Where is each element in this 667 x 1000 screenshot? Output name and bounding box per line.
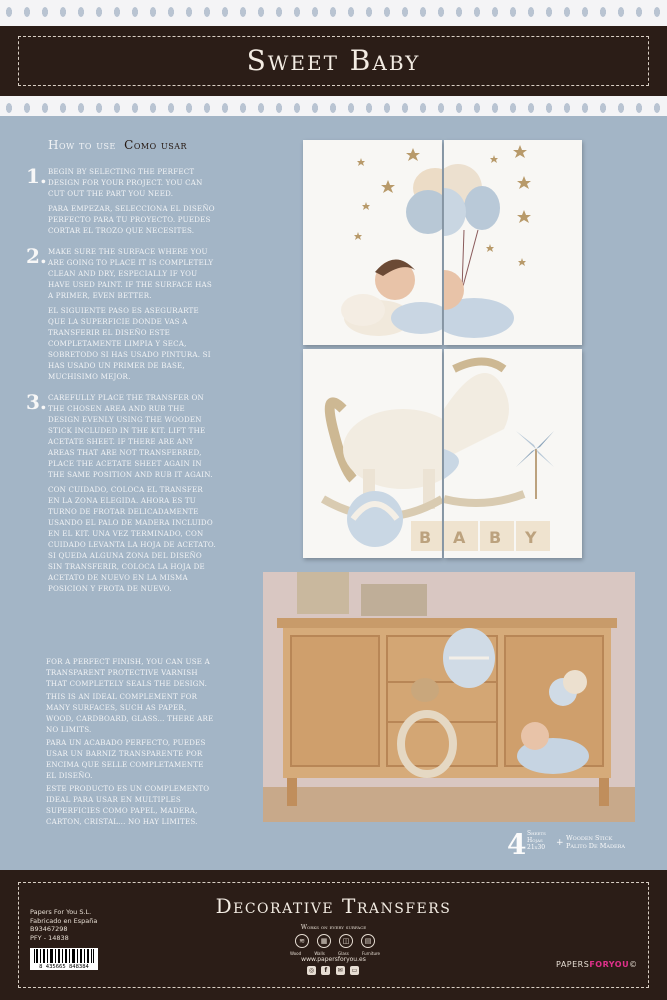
glass-icon: ◫: [339, 934, 353, 948]
product-code: PFY - 14838: [30, 933, 69, 942]
header-pattern-strip: [0, 96, 667, 116]
website-url: www.papersforyou.es: [301, 956, 366, 963]
baby-block-b2: B: [489, 528, 502, 547]
step-text-es: EL SIGUIENTE PASO ES ASEGURARTE QUE LA SUPERFICIE DONDE VAS A TRANSFERIR EL DISEÑO ESTE COMPLETAMENTE LIMPIA Y SECA, SOBRETODO SI HAS USADO PINTURA. SI HAS USADO UN PRIMER DE BASE, MUCHISIMO MEJOR.: [48, 306, 211, 381]
star-icon: [354, 148, 420, 240]
wall-icon: ▦: [317, 934, 331, 948]
top-pattern-strip: [0, 0, 667, 26]
header-band: [0, 26, 667, 96]
sheets-size: 21x30: [527, 844, 546, 851]
company-name: Papers For You S.L.: [30, 908, 92, 916]
balloons-illustration: [444, 140, 582, 345]
sheets-label-en: Sheets: [527, 830, 546, 837]
step-number: 3.: [26, 390, 47, 414]
barcode-number: 8 435665 848384: [39, 964, 89, 970]
step-2: [26, 246, 216, 382]
step-text-en: BEGIN BY SELECTING THE PERFECT DESIGN FOR YOUR PROJECT. YOU CAN CUT OUT THE PART YOU NEED.: [48, 167, 203, 198]
footer-title: Decorative Transfers: [215, 894, 452, 918]
surface-label-glass: Glass: [338, 951, 349, 956]
step-text-en: CAREFULLY PLACE THE TRANSFER ON THE CHOSEN AREA AND RUB THE DESIGN EVENLY USING THE WOODEN STICK INCLUDED IN THE KIT. LIFT THE ACETATE SHEET. IF THERE ARE ANY AREAS THAT ARE NOT TRANSFERRED, PLACE THE ACETATE SHEET AGAIN IN THE SAME POSITION AND RUB IT AGAIN.: [48, 393, 213, 479]
step-1: [26, 166, 216, 236]
brand-foryou: FORYOU: [589, 960, 630, 969]
product-title: Sweet Baby: [246, 44, 421, 77]
brand-logo: [556, 960, 638, 969]
email-icon[interactable]: ✉: [337, 967, 343, 974]
finish-es-2: ESTE PRODUCTO ES UN COMPLEMENTO IDEAL PARA USAR EN MULTIPLES SUPERFICIES COMO PAPEL, MADERA, CARTON, CRISTAL... NO HAY LIMITES.: [46, 784, 210, 826]
dresser-illustration: [263, 572, 635, 822]
sheets-count: 4: [507, 828, 527, 861]
surface-label-walls: Walls: [314, 951, 325, 956]
social-icons: [307, 966, 359, 976]
brand-copyright: ©: [629, 960, 638, 969]
instructions-column: [26, 138, 216, 604]
website-icon[interactable]: ▭: [351, 967, 358, 974]
step-number: 2.: [26, 244, 47, 268]
sleeping-baby-illustration: [303, 140, 442, 345]
plus-sign: +: [556, 838, 564, 848]
step-3: [26, 392, 216, 594]
company-tax-id: B93467298: [30, 925, 68, 933]
instagram-icon[interactable]: ◎: [308, 967, 315, 974]
step-number: 1.: [26, 164, 47, 188]
dresser-photo: [263, 572, 635, 822]
wooden-stick-es: Palito De Madera: [566, 842, 626, 850]
surface-label-furniture: Furniture: [362, 951, 380, 956]
wooden-stick-en: Wooden Stick: [566, 834, 613, 842]
design-panel-horse-left: [303, 349, 442, 558]
furniture-icon: ▤: [361, 934, 375, 948]
baby-block-b: B: [419, 528, 432, 547]
baby-block-y: Y: [525, 528, 537, 547]
wood-icon: ≋: [295, 934, 309, 948]
design-panel-horse-right: [444, 349, 582, 558]
finish-en-2: THIS IS AN IDEAL COMPLEMENT FOR MANY SURFACES, SUCH AS PAPER, WOOD, CARDBOARD, GLASS... THERE ARE NO LIMITS.: [46, 692, 214, 734]
step-text-en: MAKE SURE THE SURFACE WHERE YOU ARE GOING TO PLACE IT IS COMPLETELY CLEAN AND DRY, ESPECIALLY IF YOU HAVE USED PAINT. IF THE SURFACE HAS A PRIMER, EVEN BETTER.: [48, 247, 214, 300]
design-panel-baby-right: [444, 140, 582, 345]
finish-en-1: FOR A PERFECT FINISH, YOU CAN USE A TRANSPARENT PROTECTIVE VARNISH THAT COMPLETELY SEALS THE DESIGN.: [46, 657, 210, 688]
step-text-es: PARA EMPEZAR, SELECCIONA EL DISEÑO PERFECTO PARA TU PROYECTO. PUEDES CORTAR EL TROZO QUE NECESITES.: [48, 204, 215, 235]
finish-es-1: PARA UN ACABADO PERFECTO, PUEDES USAR UN BARNIZ TRANSPARENTE POR ENCIMA QUE SELLE COMPLETAMENTE EL DISEÑO.: [46, 738, 206, 780]
sheets-label-es: Hojas: [527, 837, 543, 844]
howto-es: Como usar: [124, 138, 187, 152]
design-panel-baby-left: [303, 140, 442, 345]
facebook-icon[interactable]: f: [321, 966, 330, 975]
baby-block-a: A: [453, 528, 466, 547]
company-origin: Fabricado en España: [30, 916, 98, 925]
howto-heading: [48, 138, 216, 152]
brand-papers: PAPERS: [556, 960, 590, 969]
finish-note: [46, 656, 214, 827]
surface-icons: [295, 934, 375, 950]
surface-label-wood: Wood: [290, 951, 302, 956]
rocking-horse-illustration: [303, 349, 442, 558]
wooden-stick-label: [566, 834, 625, 850]
footer-band: [0, 870, 667, 1000]
step-text-es: CON CUIDADO, COLOCA EL TRANSFER EN LA ZONA ELEGIDA. AHORA ES TU TURNO DE FROTAR DELICADAMENTE USANDO EL PALO DE MADERA INCLUIDO EN EL KIT. UNA VEZ TERMINADO, CON CUIDADO LEVANTA LA HOJA DE ACETATO. SI QUEDA ALGUNA ZONA DEL DISEÑO SIN TRANSFERIR, COLOCA LA HOJA DE ACETATO DE NUEVO EN LA MISMA POSICION Y FROTA DE NUEVO.: [48, 485, 216, 593]
works-on-every-surface: Works on every surface: [300, 924, 367, 931]
howto-en: How to use: [48, 138, 116, 152]
horse-head-pinwheel-illustration: [444, 349, 582, 558]
